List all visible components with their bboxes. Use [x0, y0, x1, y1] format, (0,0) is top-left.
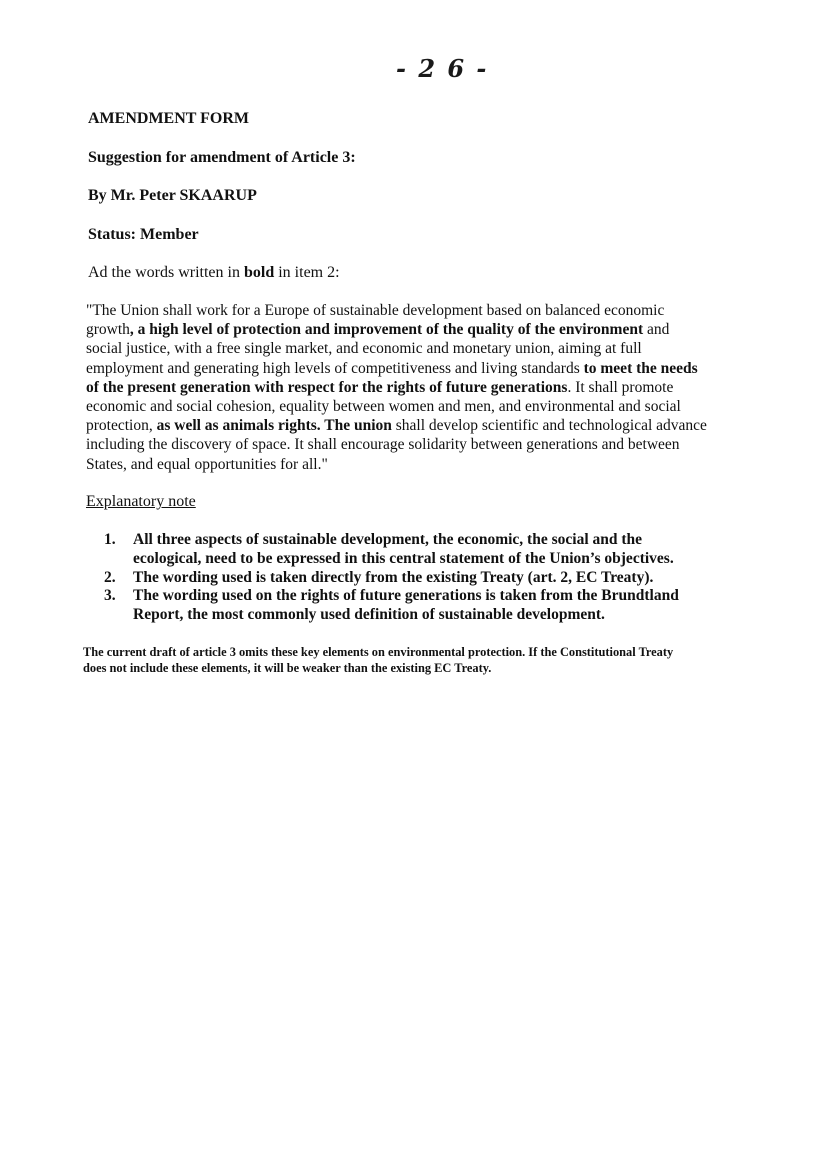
quote-line: States, and equal opportunities for all." [86, 455, 328, 473]
quote-text: protection, [86, 417, 157, 435]
quote-line [86, 359, 776, 378]
list-item-text: The wording used is taken directly from the existing Treaty (art. 2, EC Treaty). [133, 568, 654, 586]
quote-line [86, 378, 776, 397]
intro-before: Ad the words written in [88, 264, 244, 281]
footer-note-line: does not include these elements, it will be weaker than the existing EC Treaty. [83, 661, 492, 675]
suggestion-heading: Suggestion for amendment of Article 3: [88, 149, 356, 166]
quote-text: growth [86, 321, 130, 339]
explanatory-list [104, 531, 784, 625]
footer-note [83, 644, 783, 676]
list-item-text: Report, the most commonly used definition of sustainable development. [133, 606, 605, 624]
quote-bold-text: , a high level of protection and improvement of the quality of the environment [129, 321, 644, 339]
quote-line: "The Union shall work for a Europe of sustainable development based on balanced economic [86, 302, 665, 319]
author-line: By Mr. Peter SKAARUP [88, 187, 257, 204]
footer-note-line: The current draft of article 3 omits these key elements on environmental protection. If the Constitutional Treaty [83, 645, 674, 659]
quote-line: social justice, with a free single market, and economic and monetary union, aiming at full [86, 340, 642, 358]
list-item [104, 531, 784, 569]
list-item-text: The wording used on the rights of future generations is taken from the Brundtland [133, 587, 679, 605]
quote-bold-text: to meet the needs [583, 359, 698, 377]
list-item-number: 3. [104, 587, 116, 605]
quote-line: including the discovery of space. It shall encourage solidarity between generations and between [86, 436, 680, 454]
form-title: AMENDMENT FORM [88, 110, 250, 127]
list-item-text: ecological, need to be expressed in this central statement of the Union’s objectives. [133, 549, 674, 567]
list-item-number: 2. [104, 568, 116, 586]
status-line: Status: Member [88, 226, 199, 243]
list-item [104, 587, 784, 625]
quote-bold-text: of the present generation with respect for the rights of future generations [86, 378, 568, 396]
explanatory-note-title: Explanatory note [86, 493, 196, 510]
intro-instruction [88, 263, 340, 283]
page-number: - 2 6 - [396, 54, 489, 83]
intro-after: in item 2: [274, 264, 340, 281]
quote-text: and [643, 321, 670, 339]
list-item-number: 1. [104, 531, 116, 548]
list-item-text: All three aspects of sustainable development, the economic, the social and the [133, 531, 643, 548]
quote-text: employment and generating high levels of competitiveness and living standards [86, 359, 584, 377]
quote-text: shall develop scientific and technological advance [391, 417, 707, 435]
quote-line [86, 416, 776, 435]
list-item [104, 569, 784, 588]
quote-text: . It shall promote [567, 378, 674, 396]
quote-bold-text: as well as animals rights. The union [156, 417, 392, 435]
quote-line: economic and social cohesion, equality between women and men, and environmental and social [86, 398, 681, 416]
amendment-quote [86, 301, 776, 474]
intro-bold-word: bold [243, 264, 275, 281]
quote-line [86, 320, 776, 339]
